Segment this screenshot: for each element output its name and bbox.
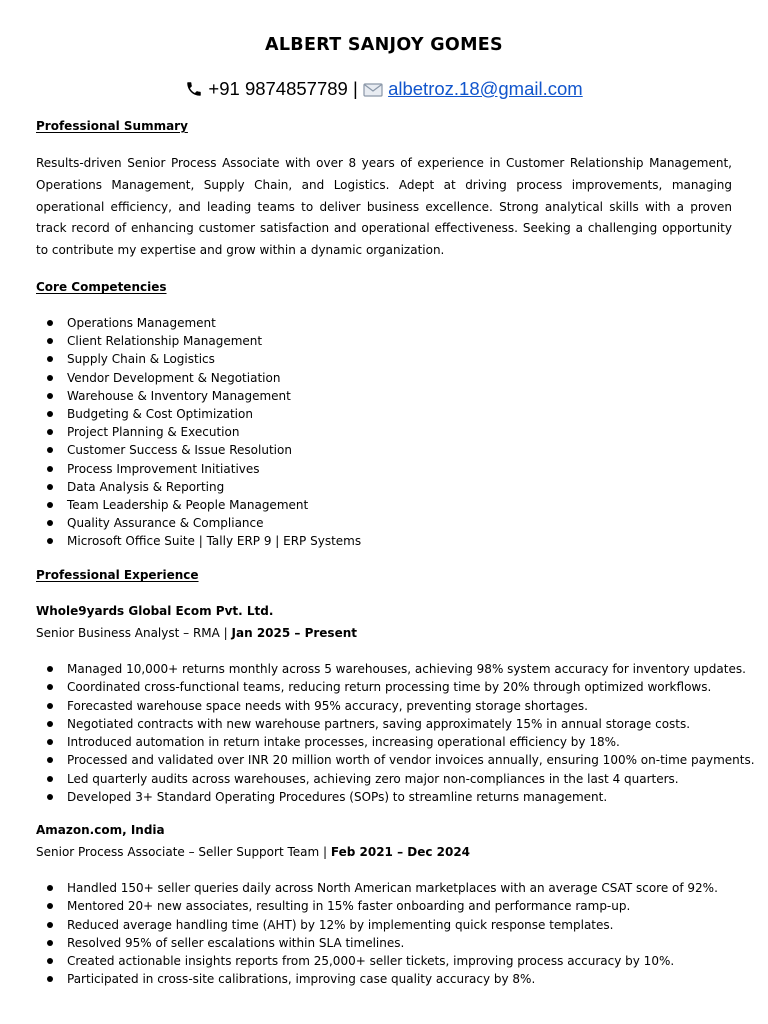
- contact-line: [0, 77, 768, 104]
- role-title: Senior Business Analyst – RMA |: [36, 626, 232, 640]
- list-item: Process Improvement Initiatives: [0, 460, 361, 478]
- list-item: Budgeting & Cost Optimization: [0, 405, 361, 423]
- list-item: Negotiated contracts with new warehouse partners, saving approximately 15% in annual storage costs.: [0, 715, 755, 733]
- list-item: Mentored 20+ new associates, resulting in 15% faster onboarding and performance ramp-up.: [0, 897, 718, 915]
- list-item: Operations Management: [0, 314, 361, 332]
- competencies-heading: Core Competencies: [36, 280, 167, 294]
- phone-icon: [185, 80, 203, 104]
- list-item: Warehouse & Inventory Management: [0, 387, 361, 405]
- competencies-list: [0, 314, 361, 550]
- list-item: Customer Success & Issue Resolution: [0, 441, 361, 459]
- list-item: Quality Assurance & Compliance: [0, 514, 361, 532]
- list-item: Managed 10,000+ returns monthly across 5 warehouses, achieving 98% system accuracy for inventory updates.: [0, 660, 755, 678]
- job-role: [36, 845, 470, 859]
- list-item: Resolved 95% of seller escalations within SLA timelines.: [0, 934, 718, 952]
- summary-heading: Professional Summary: [36, 119, 188, 133]
- list-item: Forecasted warehouse space needs with 95% accuracy, preventing storage shortages.: [0, 697, 755, 715]
- summary-text: Results-driven Senior Process Associate with over 8 years of experience in Customer Relationship Management, Operations Management, Supply Chain, and Logistics. Adept at driving process improvements, managing operational efficiency, and leading teams to deliver business excellence. Strong analytical skills with a proven track record of enhancing customer satisfaction and operational effectiveness. Seeking a challenging opportunity to contribute my expertise and grow within a dynamic organization.: [36, 156, 732, 258]
- list-item: Project Planning & Execution: [0, 423, 361, 441]
- list-item: Team Leadership & People Management: [0, 496, 361, 514]
- list-item: Vendor Development & Negotiation: [0, 369, 361, 387]
- list-item: Created actionable insights reports from 25,000+ seller tickets, improving process accuracy by 10%.: [0, 952, 718, 970]
- email-link[interactable]: albetroz.18@gmail.com: [388, 78, 583, 99]
- envelope-icon: [363, 80, 383, 104]
- list-item: Participated in cross-site calibrations, improving case quality accuracy by 8%.: [0, 970, 718, 988]
- company-name: Whole9yards Global Ecom Pvt. Ltd.: [36, 604, 274, 618]
- job-role: [36, 626, 357, 640]
- role-dates: Jan 2025 – Present: [231, 626, 357, 640]
- candidate-name: ALBERT SANJOY GOMES: [265, 35, 503, 55]
- list-item: Data Analysis & Reporting: [0, 478, 361, 496]
- company-name: Amazon.com, India: [36, 823, 165, 837]
- list-item: Reduced average handling time (AHT) by 12% by implementing quick response templates.: [0, 916, 718, 934]
- contact-separator: |: [352, 78, 358, 99]
- list-item: Supply Chain & Logistics: [0, 350, 361, 368]
- experience-heading: Professional Experience: [36, 568, 199, 582]
- list-item: Developed 3+ Standard Operating Procedures (SOPs) to streamline returns management.: [0, 788, 755, 806]
- list-item: Coordinated cross-functional teams, reducing return processing time by 20% through optimized workflows.: [0, 678, 755, 696]
- list-item: Handled 150+ seller queries daily across North American marketplaces with an average CSAT score of 92%.: [0, 879, 718, 897]
- list-item: Microsoft Office Suite | Tally ERP 9 | ERP Systems: [0, 532, 361, 550]
- list-item: Introduced automation in return intake processes, increasing operational efficiency by 18%.: [0, 733, 755, 751]
- list-item: Led quarterly audits across warehouses, achieving zero major non-compliances in the last 4 quarters.: [0, 770, 755, 788]
- list-item: Client Relationship Management: [0, 332, 361, 350]
- job-bullets: [0, 879, 718, 989]
- phone-number: +91 9874857789: [208, 78, 348, 99]
- job-bullets: [0, 660, 755, 806]
- role-dates: Feb 2021 – Dec 2024: [330, 845, 471, 859]
- list-item: Processed and validated over INR 20 million worth of vendor invoices annually, ensuring 100% on-time payments.: [0, 751, 755, 769]
- role-title: Senior Process Associate – Seller Support Team |: [36, 845, 331, 859]
